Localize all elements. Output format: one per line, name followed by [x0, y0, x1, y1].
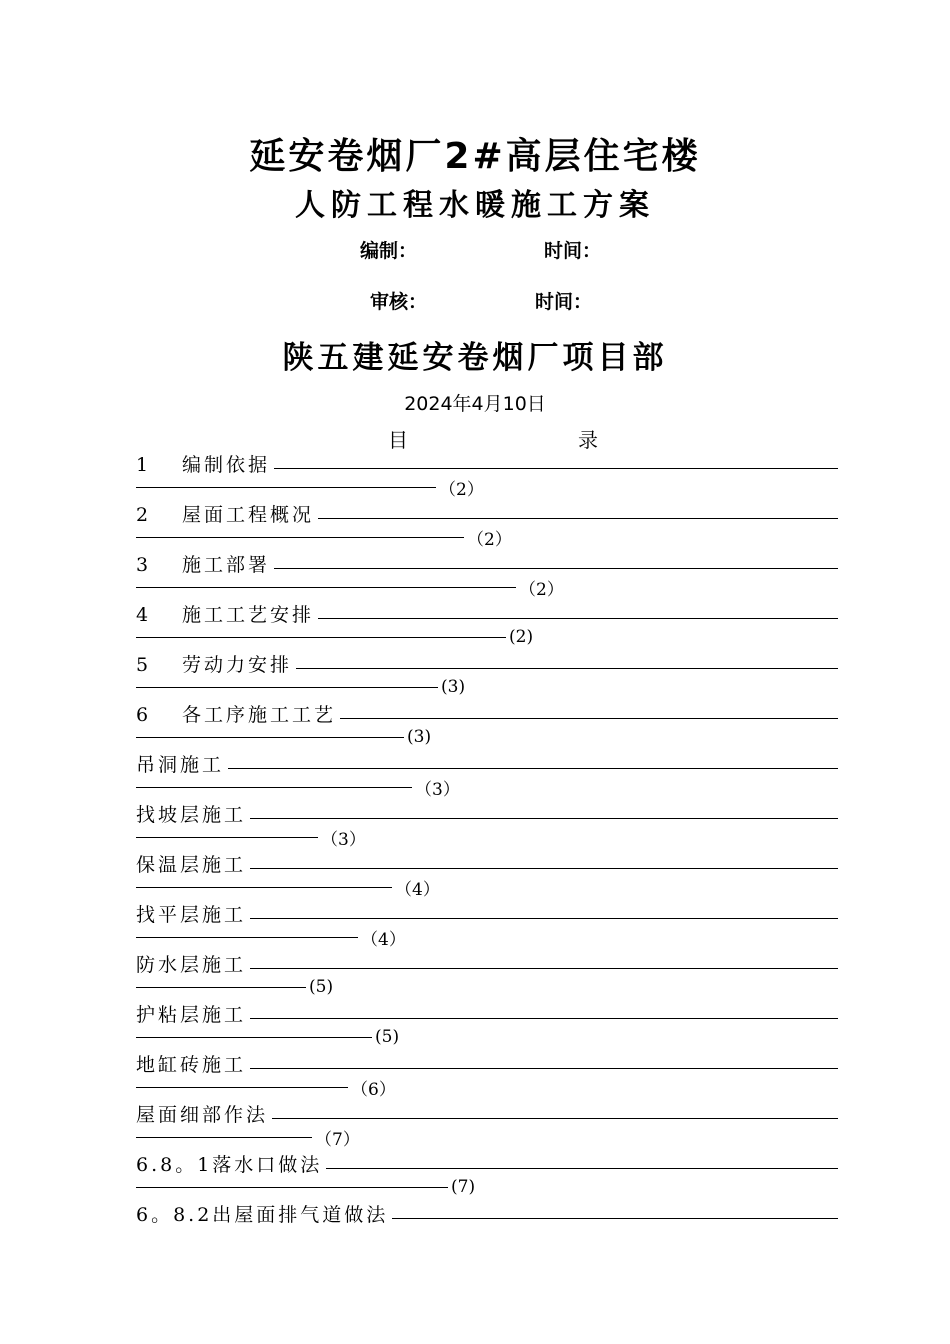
toc-entry-page-line [136, 1125, 360, 1149]
toc-entry-page-line [136, 1075, 396, 1099]
toc-entry-page-line [136, 475, 484, 499]
reviewed-time-label: 时间： [535, 291, 593, 313]
toc-entry-page-line [136, 975, 333, 999]
toc-entry-title-line [136, 750, 838, 775]
toc-entry[interactable] [136, 650, 838, 698]
toc-entry[interactable] [136, 1050, 838, 1098]
toc-leader-line [318, 518, 838, 519]
toc-entry-label: 屋面细部作法 [136, 1104, 269, 1125]
toc-entry[interactable] [136, 500, 838, 548]
toc-leader-line [296, 668, 838, 669]
toc-entry-title-line [136, 700, 838, 725]
toc-entry[interactable] [136, 750, 838, 798]
toc-leader-line [136, 487, 436, 488]
toc-entry[interactable] [136, 800, 838, 848]
toc-entry-page-number: (3) [441, 677, 466, 697]
toc-entry-number: 3 [136, 554, 149, 575]
toc-entry-number: 2 [136, 504, 149, 525]
toc-entry[interactable] [136, 700, 838, 748]
toc-entry-title-line [136, 1100, 838, 1125]
toc-entry-label: 吊洞施工 [136, 754, 225, 775]
toc-entry-title-line [136, 550, 838, 575]
toc-leader-line [272, 1118, 838, 1119]
toc-leader-line [136, 687, 438, 688]
toc-leader-line [250, 918, 838, 919]
toc-leader-line [136, 937, 358, 938]
toc-leader-line [318, 618, 838, 619]
toc-leader-line [136, 637, 506, 638]
toc-entry-page-number: (7) [451, 1177, 476, 1197]
toc-entry[interactable] [136, 450, 838, 498]
toc-entry-label: 保温层施工 [136, 854, 247, 875]
toc-entry-number: 5 [136, 654, 149, 675]
toc-entry[interactable] [136, 1200, 838, 1248]
toc-entry-title-line [136, 850, 838, 875]
toc-leader-line [136, 1137, 312, 1138]
toc-entry-label: 编制依据 [182, 454, 271, 475]
toc-leader-line [136, 1037, 372, 1038]
toc-entry-label: 地缸砖施工 [136, 1054, 247, 1075]
toc-entry-page-number: （3） [321, 829, 366, 850]
toc-leader-line [136, 587, 516, 588]
toc-leader-line [250, 1068, 838, 1069]
toc-entry-page-number: （7） [315, 1129, 360, 1150]
toc-entry-label: 施工部署 [182, 554, 271, 575]
toc-entry-page-line [136, 675, 465, 699]
toc-leader-line [326, 1168, 838, 1169]
document-subtitle: 人防工程水暖施工方案 [295, 188, 655, 223]
toc-entry-title-line [136, 1050, 838, 1075]
toc-leader-line [136, 537, 464, 538]
toc-entry-page-number: (2) [509, 627, 534, 647]
toc-entry-page-line [136, 725, 431, 749]
toc-entry-page-line [136, 875, 440, 899]
toc-entry-page-number: (3) [407, 727, 432, 747]
toc-heading-left: 目 [388, 428, 408, 452]
toc-leader-line [340, 718, 838, 719]
toc-entry-label: 施工工艺安排 [182, 604, 315, 625]
toc-entry-page-line [136, 625, 533, 649]
toc-entry-title-line [136, 650, 838, 675]
toc-entry-page-number: （2） [519, 579, 564, 600]
toc-entry[interactable] [136, 550, 838, 598]
toc-heading-right: 录 [578, 428, 598, 452]
toc-entry-title-line [136, 500, 838, 525]
toc-leader-line [250, 1018, 838, 1019]
toc-heading [388, 424, 598, 453]
toc-entry-page-line [136, 525, 512, 549]
toc-entry-page-line [136, 575, 564, 599]
toc-leader-line [250, 868, 838, 869]
document-title: 延安卷烟厂2#高层住宅楼 [249, 136, 701, 177]
toc-entry-label: 6。8.2出屋面排气道做法 [136, 1204, 389, 1225]
toc-leader-line [274, 468, 838, 469]
toc-entry-title-line [136, 900, 838, 925]
toc-entry-page-number: （2） [439, 479, 484, 500]
toc-entry[interactable] [136, 900, 838, 948]
toc-leader-line [274, 568, 838, 569]
toc-entry-number: 1 [136, 454, 149, 475]
toc-entry-label: 护粘层施工 [136, 1004, 247, 1025]
toc-leader-line [136, 987, 306, 988]
toc-leader-line [250, 818, 838, 819]
toc-entry-label: 劳动力安排 [182, 654, 293, 675]
toc-entry-page-number: （4） [361, 929, 406, 950]
toc-entry-page-line [136, 825, 366, 849]
toc-entry-label: 6.8。1落水口做法 [136, 1154, 323, 1175]
toc-entry-title-line [136, 450, 838, 475]
toc-leader-line [250, 968, 838, 969]
toc-entry-label: 找平层施工 [136, 904, 247, 925]
toc-entry-page-line [136, 775, 460, 799]
toc-entry-title-line [136, 1200, 838, 1225]
toc-entry-title-line [136, 800, 838, 825]
toc-entry-title-line [136, 600, 838, 625]
reviewed-by-label: 审核： [370, 291, 428, 313]
document-date: 2024年4月10日 [404, 393, 546, 415]
toc-entry[interactable] [136, 1100, 838, 1148]
prepared-time-label: 时间： [544, 240, 602, 262]
toc-entry[interactable] [136, 950, 838, 998]
toc-entry[interactable] [136, 1000, 838, 1048]
toc-leader-line [228, 768, 838, 769]
toc-leader-line [136, 787, 412, 788]
toc-entry-page-number: (5) [309, 977, 334, 997]
toc-entry-page-number: （2） [467, 529, 512, 550]
toc-entry-page-line [136, 1025, 399, 1049]
toc-entry-label: 各工序施工工艺 [182, 704, 337, 725]
toc-entry-page-line [136, 925, 406, 949]
toc-entry-label: 防水层施工 [136, 954, 247, 975]
toc-leader-line [136, 1187, 448, 1188]
prepared-by-label: 编制： [360, 240, 418, 262]
toc-entry-page-number: （3） [415, 779, 460, 800]
toc-entry-page-number: (5) [375, 1027, 400, 1047]
toc-entry-page-number: （4） [395, 879, 440, 900]
toc-entry[interactable] [136, 600, 838, 648]
toc-leader-line [136, 1087, 348, 1088]
toc-entry-label: 找坡层施工 [136, 804, 247, 825]
toc-entry-page-line [136, 1175, 475, 1199]
toc-leader-line [392, 1218, 838, 1219]
toc-entry-title-line [136, 950, 838, 975]
toc-entry-label: 屋面工程概况 [182, 504, 315, 525]
toc-entry-number: 6 [136, 704, 149, 725]
toc-entry[interactable] [136, 1150, 838, 1198]
toc-entry[interactable] [136, 850, 838, 898]
toc-entry-title-line [136, 1150, 838, 1175]
toc-leader-line [136, 887, 392, 888]
toc-entry-number: 4 [136, 604, 149, 625]
toc-entry-page-number: （6） [351, 1079, 396, 1100]
organization-name: 陕五建延安卷烟厂项目部 [282, 340, 668, 376]
toc-entry-title-line [136, 1000, 838, 1025]
toc-leader-line [136, 737, 404, 738]
toc-leader-line [136, 837, 318, 838]
